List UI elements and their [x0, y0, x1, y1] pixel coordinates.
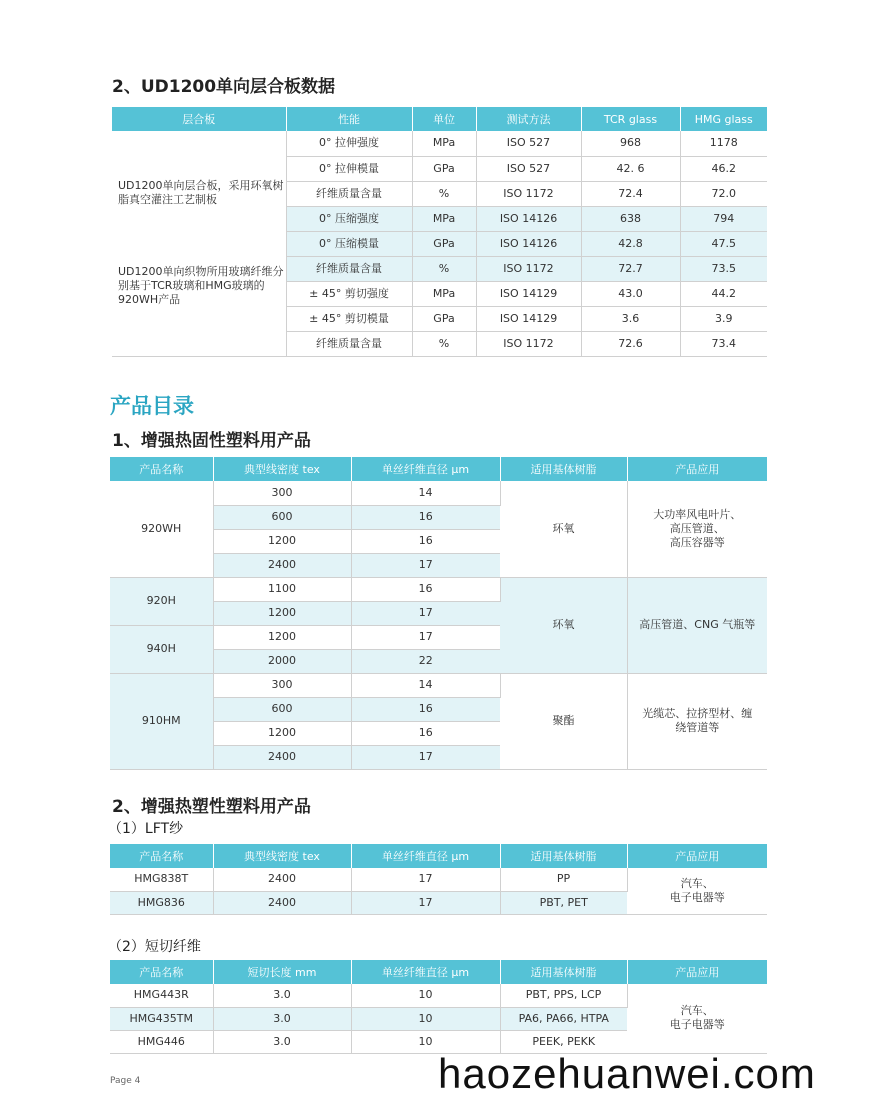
cell-tcr-value: 3.6	[581, 306, 680, 331]
app-line: 汽车、	[680, 876, 714, 890]
product-name: 920H	[110, 577, 213, 625]
cell-property: 0° 拉伸强度	[286, 131, 412, 156]
cell-diameter: 17	[351, 745, 500, 769]
cell-application: 高压管道、CNG 气瓶等	[627, 577, 767, 673]
cell-length: 3.0	[213, 1030, 351, 1053]
cell-resin: PBT, PPS, LCP	[500, 984, 627, 1007]
cell-hmg-value: 73.4	[680, 331, 767, 356]
th-product-name: 产品名称	[110, 844, 213, 868]
cell-test-method: ISO 527	[476, 131, 581, 156]
cell-unit: GPa	[412, 306, 476, 331]
cell-diameter: 14	[351, 481, 500, 505]
cell-resin: 环氧	[500, 577, 627, 673]
th-resin: 适用基体树脂	[500, 844, 627, 868]
app-line: 大功率风电叶片、	[653, 507, 742, 521]
cell-density: 2400	[213, 868, 351, 891]
cell-diameter: 10	[351, 1007, 500, 1030]
th-filament-diameter: 单丝纤维直径 μm	[351, 960, 500, 984]
cell-unit: MPa	[412, 281, 476, 306]
app-line: 高压管道、	[669, 521, 725, 535]
th-chop-length: 短切长度 mm	[213, 960, 351, 984]
cell-density: 1200	[213, 529, 351, 553]
app-line: 电子电器等	[669, 890, 725, 904]
section-title-thermoset: 1、增强热固性塑料用产品	[112, 431, 311, 451]
cell-length: 3.0	[213, 1007, 351, 1030]
cell-product: HMG836	[110, 891, 213, 914]
cell-resin: 环氧	[500, 481, 627, 577]
cell-test-method: ISO 14129	[476, 281, 581, 306]
cell-product: HMG446	[110, 1030, 213, 1053]
cell-product: HMG435TM	[110, 1007, 213, 1030]
laminate-table	[112, 107, 767, 357]
cell-resin: PEEK, PEKK	[500, 1030, 627, 1053]
cell-diameter: 10	[351, 984, 500, 1007]
th-test-method: 测试方法	[476, 107, 581, 131]
cell-tcr-value: 42.8	[581, 231, 680, 256]
th-property: 性能	[286, 107, 412, 131]
cell-length: 3.0	[213, 984, 351, 1007]
th-linear-density: 典型线密度 tex	[213, 457, 351, 481]
cell-tcr-value: 72.4	[581, 181, 680, 206]
cell-product: HMG838T	[110, 868, 213, 891]
th-product-name: 产品名称	[110, 960, 213, 984]
cell-test-method: ISO 1172	[476, 256, 581, 281]
th-filament-diameter: 单丝纤维直径 μm	[351, 844, 500, 868]
subtitle-lft: （1）LFT纱	[108, 821, 184, 837]
th-resin: 适用基体树脂	[500, 457, 627, 481]
th-resin: 适用基体树脂	[500, 960, 627, 984]
cell-property: 0° 压缩模量	[286, 231, 412, 256]
cell-diameter: 17	[351, 553, 500, 577]
cell-application	[627, 673, 767, 769]
app-line: 电子电器等	[669, 1018, 725, 1032]
cell-diameter: 14	[351, 673, 500, 697]
cell-hmg-value: 3.9	[680, 306, 767, 331]
cell-density: 1200	[213, 601, 351, 625]
cell-application	[627, 984, 767, 1053]
cell-unit: GPa	[412, 156, 476, 181]
cell-resin: 聚酯	[500, 673, 627, 769]
cell-tcr-value: 72.7	[581, 256, 680, 281]
chopped-fiber-table	[110, 960, 767, 1054]
th-application: 产品应用	[627, 960, 767, 984]
cell-tcr-value: 968	[581, 131, 680, 156]
cell-tcr-value: 42. 6	[581, 156, 680, 181]
cell-hmg-value: 794	[680, 206, 767, 231]
cell-tcr-value: 638	[581, 206, 680, 231]
cell-density: 2400	[213, 553, 351, 577]
cell-unit: MPa	[412, 206, 476, 231]
th-filament-diameter: 单丝纤维直径 μm	[351, 457, 500, 481]
cell-test-method: ISO 14126	[476, 206, 581, 231]
lft-table	[110, 844, 767, 915]
cell-tcr-value: 72.6	[581, 331, 680, 356]
th-application: 产品应用	[627, 457, 767, 481]
app-line: 高压容器等	[669, 535, 725, 549]
cell-density: 600	[213, 505, 351, 529]
cell-test-method: ISO 1172	[476, 181, 581, 206]
cell-hmg-value: 73.5	[680, 256, 767, 281]
cell-property: 0° 压缩强度	[286, 206, 412, 231]
th-product-name: 产品名称	[110, 457, 213, 481]
cell-diameter: 16	[351, 697, 500, 721]
cell-resin: PBT, PET	[500, 891, 627, 914]
cell-unit: %	[412, 181, 476, 206]
product-name: 940H	[110, 625, 213, 673]
cell-unit: MPa	[412, 131, 476, 156]
thermoset-products-table	[110, 457, 767, 770]
th-laminate: 层合板	[112, 107, 286, 131]
cell-test-method: ISO 527	[476, 156, 581, 181]
cell-density: 300	[213, 481, 351, 505]
cell-diameter: 17	[351, 625, 500, 649]
cell-product: HMG443R	[110, 984, 213, 1007]
section-title-laminate: 2、UD1200单向层合板数据	[112, 77, 336, 97]
cell-density: 1200	[213, 721, 351, 745]
cell-density: 2000	[213, 649, 351, 673]
th-hmg-glass: HMG glass	[680, 107, 767, 131]
cell-density: 600	[213, 697, 351, 721]
cell-diameter: 16	[351, 505, 500, 529]
th-tcr-glass: TCR glass	[581, 107, 680, 131]
product-name: 920WH	[110, 481, 213, 577]
watermark: haozehuanwei.com	[438, 1050, 816, 1097]
cell-diameter: 22	[351, 649, 500, 673]
app-line: 汽车、	[680, 1004, 714, 1018]
page-number: Page 4	[110, 1076, 141, 1086]
cell-hmg-value: 1178	[680, 131, 767, 156]
cell-diameter: 17	[351, 891, 500, 914]
cell-tcr-value: 43.0	[581, 281, 680, 306]
section-title-thermoplastic: 2、增强热塑性塑料用产品	[112, 797, 311, 817]
cell-density: 1100	[213, 577, 351, 601]
cell-application	[627, 868, 767, 914]
cell-diameter: 16	[351, 577, 500, 601]
cell-unit: %	[412, 331, 476, 356]
cell-hmg-value: 72.0	[680, 181, 767, 206]
cell-property: 纤维质量含量	[286, 331, 412, 356]
cell-test-method: ISO 14126	[476, 231, 581, 256]
cell-diameter: 17	[351, 601, 500, 625]
cell-diameter: 17	[351, 868, 500, 891]
cell-diameter: 16	[351, 529, 500, 553]
th-application: 产品应用	[627, 844, 767, 868]
cell-diameter: 16	[351, 721, 500, 745]
cell-density: 2400	[213, 745, 351, 769]
th-unit: 单位	[412, 107, 476, 131]
cell-property: 0° 拉伸模量	[286, 156, 412, 181]
cell-property: 纤维质量含量	[286, 181, 412, 206]
app-line: 绕管道等	[675, 721, 720, 734]
subtitle-chopped: （2）短切纤维	[108, 939, 201, 955]
cell-test-method: ISO 14129	[476, 306, 581, 331]
cell-hmg-value: 47.5	[680, 231, 767, 256]
laminate-desc-1: UD1200单向层合板，采用环氧树脂真空灌注工艺制板	[118, 179, 284, 207]
cell-diameter: 10	[351, 1030, 500, 1053]
laminate-desc-2: UD1200单向织物所用玻璃纤维分别基于TCR玻璃和HMG玻璃的920WH产品	[118, 265, 284, 307]
cell-resin: PA6, PA66, HTPA	[500, 1007, 627, 1030]
cell-density: 300	[213, 673, 351, 697]
cell-property: ± 45° 剪切模量	[286, 306, 412, 331]
product-name: 910HM	[110, 673, 213, 769]
cell-property: ± 45° 剪切强度	[286, 281, 412, 306]
cell-unit: %	[412, 256, 476, 281]
app-line: 光缆芯、拉挤型材、缠	[642, 707, 753, 720]
cell-hmg-value: 46.2	[680, 156, 767, 181]
cell-resin: PP	[500, 868, 627, 891]
laminate-description	[112, 131, 286, 356]
cell-unit: GPa	[412, 231, 476, 256]
catalog-title: 产品目录	[110, 394, 194, 418]
cell-hmg-value: 44.2	[680, 281, 767, 306]
cell-density: 1200	[213, 625, 351, 649]
cell-density: 2400	[213, 891, 351, 914]
cell-property: 纤维质量含量	[286, 256, 412, 281]
th-linear-density: 典型线密度 tex	[213, 844, 351, 868]
cell-application	[627, 481, 767, 577]
cell-test-method: ISO 1172	[476, 331, 581, 356]
